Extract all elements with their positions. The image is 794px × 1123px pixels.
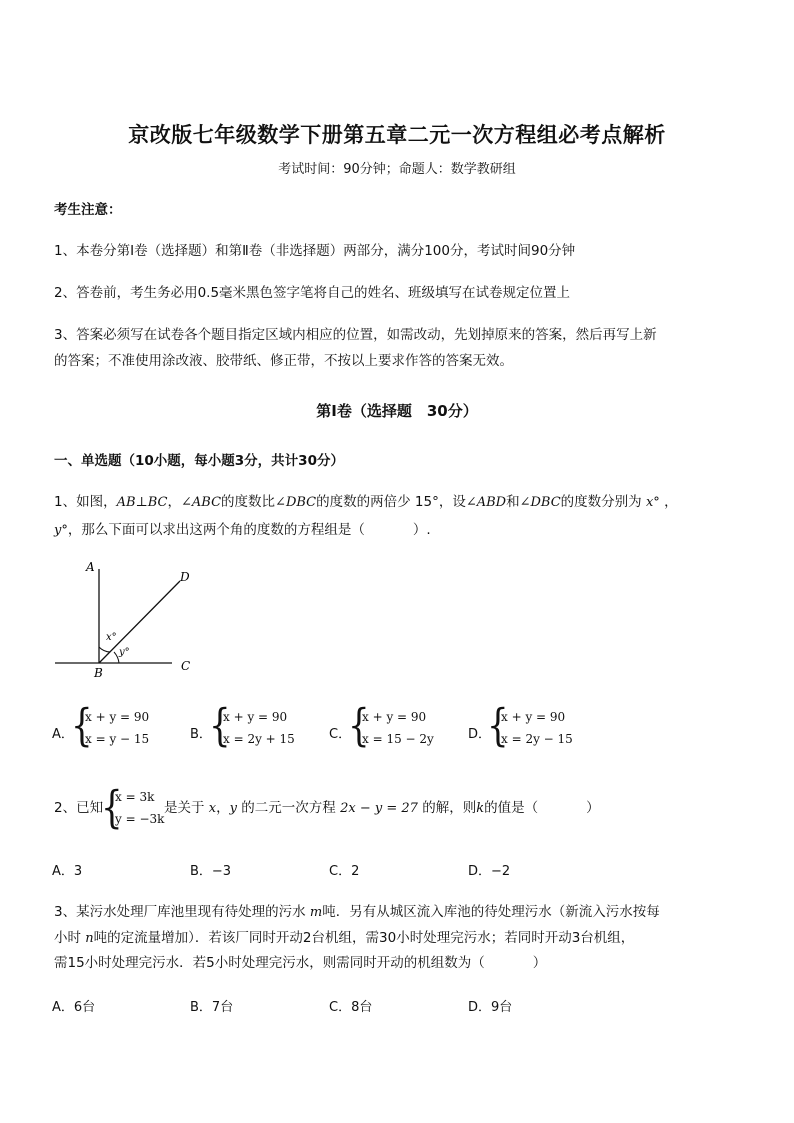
q1-text-1: 的度数比	[221, 494, 276, 510]
equation-system	[223, 706, 295, 750]
brace-icon: {	[101, 782, 123, 834]
option-letter: A．	[52, 727, 74, 742]
label-d: D	[180, 570, 190, 584]
q1-text-4: 的度数分别为	[560, 494, 642, 510]
q2-prefix: 2、已知	[54, 800, 104, 816]
equation-1: x + y = 90	[223, 710, 288, 724]
question-1-line-2	[54, 520, 431, 541]
q3-option-c[interactable]: C．8台	[329, 1000, 373, 1015]
q1-text-3: 和	[506, 494, 520, 510]
option-letter: D．	[468, 727, 492, 742]
q2-var-k: k	[476, 801, 485, 816]
q1-angle-dbc: ∠DBC	[275, 495, 317, 510]
equation-1: x + y = 90	[85, 710, 150, 724]
page-title: 京改版七年级数学下册第五章二元一次方程组必考点解析	[128, 122, 666, 147]
section-title: 第Ⅰ卷（选择题 30分）	[316, 402, 478, 420]
q2-equation-system	[115, 786, 164, 830]
notice-heading: 考生注意：	[54, 202, 122, 218]
equation-1: x + y = 90	[362, 710, 427, 724]
equation-system	[501, 706, 573, 750]
q2-option-a[interactable]: A．3	[52, 864, 83, 879]
equation-2: x = 2y − 15	[501, 732, 573, 746]
label-c: C	[181, 659, 191, 673]
q1-var-y: y°	[54, 523, 68, 538]
equation-2: y = −3k	[115, 812, 165, 826]
q3-line-3-end: ）	[532, 955, 547, 971]
q2-var-y: y	[229, 801, 237, 816]
line-bd	[99, 581, 180, 663]
q2-text-4: 的值是（	[484, 800, 539, 816]
q3-option-d[interactable]: D．9台	[468, 1000, 513, 1015]
option-letter: B．	[190, 727, 212, 742]
notice-item-3-line-2: 的答案；不准使用涂改液、胶带纸、修正带，不按以上要求作答的答案无效。	[54, 353, 513, 369]
q3-option-b[interactable]: B．7台	[190, 1000, 234, 1015]
q2-var-x: x	[208, 801, 217, 816]
q1-sep: ，	[167, 494, 182, 510]
q2-option-b[interactable]: B．−3	[190, 864, 232, 879]
notice-item-2: 2、答卷前，考生务必用0.5毫米黑色签字笔将自己的姓名、班级填写在试卷规定位置上	[54, 285, 571, 301]
notice-item-1: 1、本卷分第Ⅰ卷（选择题）和第Ⅱ卷（非选择题）两部分，满分100分，考试时间90分钟	[54, 243, 576, 259]
equation-2: x = y − 15	[85, 732, 150, 746]
q3-line-3: 需15小时处理完污水．若5小时处理完污水，则需同时开动的机组数为（	[54, 955, 485, 971]
angle-arc-x	[99, 647, 111, 652]
q2-equation: 2x − y = 27	[340, 801, 418, 816]
q1-angle-dbc-2: ∠DBC	[519, 495, 561, 510]
equation-2: x = 15 − 2y	[362, 732, 434, 746]
q3-line-2a: 小时	[54, 930, 81, 946]
equation-1: x = 3k	[115, 790, 155, 804]
equation-2: x = 2y + 15	[223, 732, 295, 746]
q1-var-x: x°	[645, 495, 660, 510]
exam-info: 考试时间：90分钟；命题人：数学教研组	[278, 162, 516, 177]
question-3-line-1	[54, 902, 660, 923]
brace-icon: {	[209, 700, 231, 752]
brace-icon: {	[487, 700, 509, 752]
part-heading: 一、单选题（10小题，每小题3分，共计30分）	[54, 453, 344, 469]
notice-item-3-line-1: 3、答案必须写在试卷各个题目指定区域内相应的位置，如需改动，先划掉原来的答案，然后再写上新	[54, 327, 657, 343]
q3-var-n: n	[85, 931, 94, 946]
q3-line-2b: 吨的定流量增加）．若该厂同时开动2台机组，需30小时处理完污水；若同时开动3台机组，	[93, 930, 635, 946]
q2-sep: ，	[216, 800, 230, 816]
label-b: B	[94, 666, 103, 680]
brace-icon: {	[348, 700, 370, 752]
question-3-line-2	[54, 928, 634, 949]
q3-line-1a: 3、某污水处理厂库池里现有待处理的污水	[54, 904, 306, 920]
option-letter: C．	[329, 727, 352, 742]
label-y: y°	[119, 647, 130, 658]
question-2-text	[164, 798, 600, 819]
q2-option-d[interactable]: D．−2	[468, 864, 511, 879]
q1-line-2-text: ，那么下面可以求出这两个角的度数的方程组是（	[67, 522, 365, 538]
equation-system	[362, 706, 434, 750]
q1-angle-abc: ∠ABC	[181, 495, 222, 510]
question-1-line-1: 1、如图，AB⊥BC，∠ABC的度数比∠DBC的度数的两倍少 15°，设∠ABD和∠DBC的度数分别为 x° ，	[54, 494, 678, 510]
brace-icon: {	[71, 700, 93, 752]
q1-text-2: 的度数的两倍少 15°，设	[316, 494, 466, 510]
q2-text-1: 是关于	[164, 800, 205, 816]
q1-angle-abd: ∠ABD	[465, 495, 507, 510]
q2-text-2: 的二元一次方程	[241, 800, 336, 816]
q2-option-c[interactable]: C．2	[329, 864, 360, 879]
q2-text-3: 的解，则	[422, 800, 477, 816]
q2-end: ）	[586, 800, 600, 816]
q3-option-a[interactable]: A．6台	[52, 1000, 96, 1015]
equation-1: x + y = 90	[501, 710, 566, 724]
angle-figure	[50, 555, 210, 680]
q1-perpendicular: AB⊥BC	[116, 495, 168, 510]
q1-prefix: 1、如图，	[54, 494, 117, 510]
q3-line-1b: 吨．另有从城区流入库池的待处理污水（新流入污水按每	[322, 904, 660, 920]
label-a: A	[86, 560, 95, 574]
question-3-line-3	[54, 953, 546, 973]
label-x: x°	[106, 632, 117, 643]
q3-var-m: m	[309, 905, 323, 920]
equation-system	[85, 706, 149, 750]
q1-line-2-end: ）.	[412, 522, 431, 538]
